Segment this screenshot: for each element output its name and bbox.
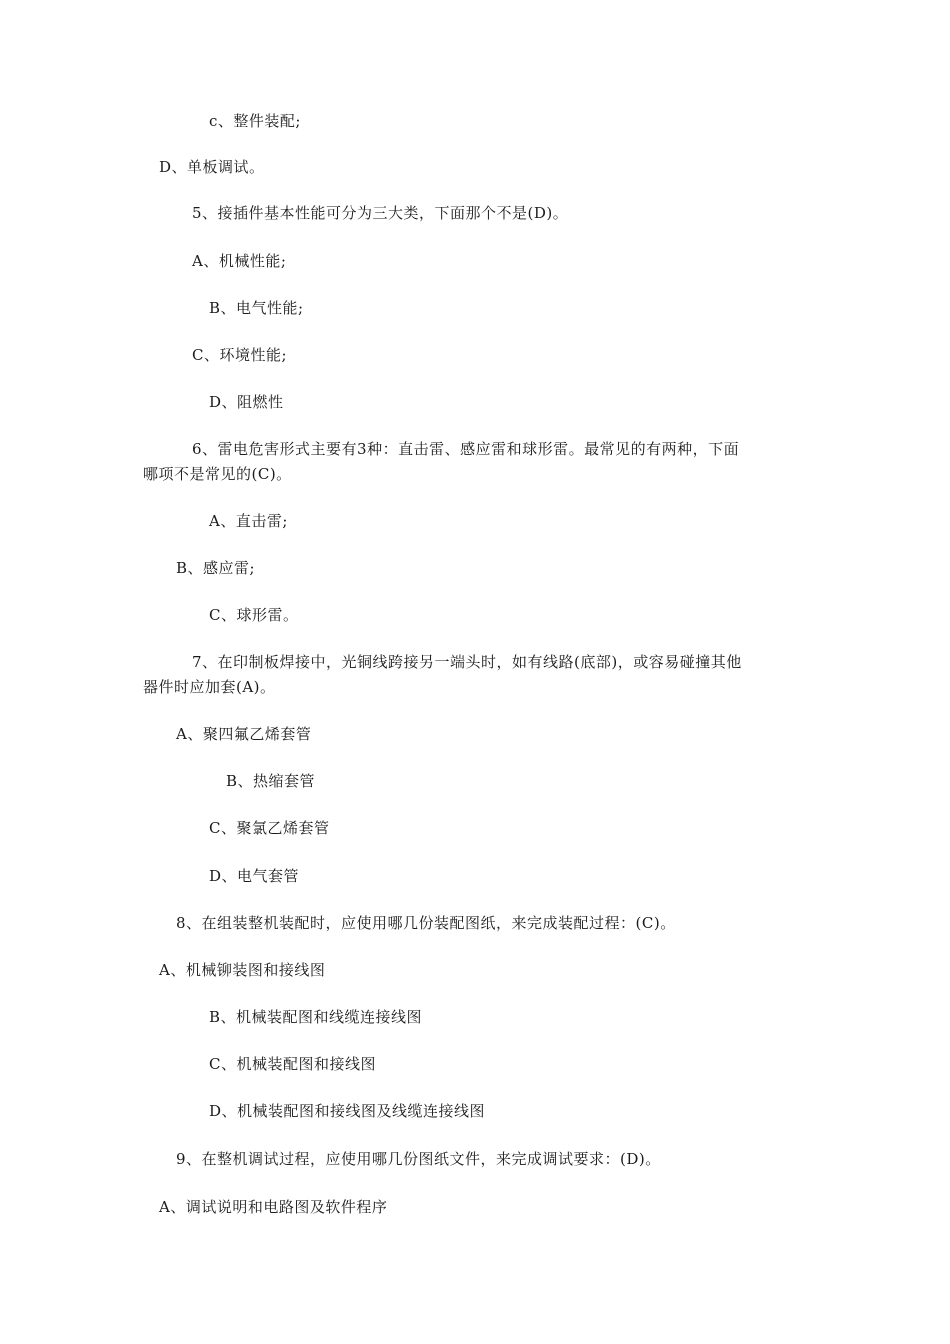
question-7-line-2: 器件时应加套(A)。	[143, 678, 276, 696]
question-6-line-1: 6、雷电危害形式主要有3种：直击雷、感应雷和球形雷。最常见的有两种，下面	[192, 440, 740, 458]
option-line: A、调试说明和电路图及软件程序	[159, 1198, 388, 1216]
question-7-line-1: 7、在印制板焊接中，光铜线跨接另一端头时，如有线路(底部)，或容易碰撞其他	[192, 653, 742, 671]
question-9: 9、在整机调试过程，应使用哪几份图纸文件，来完成调试要求：(D)。	[176, 1150, 661, 1168]
option-line: c、整件装配;	[209, 112, 301, 130]
option-line: D、阻燃性	[209, 393, 284, 411]
option-line: D、单板调试。	[159, 158, 265, 176]
option-line: B、感应雷;	[176, 559, 256, 577]
option-line: B、电气性能;	[209, 299, 304, 317]
option-line: A、机械性能;	[192, 252, 287, 270]
option-line: C、球形雷。	[209, 606, 299, 624]
question-6-line-2: 哪项不是常见的(C)。	[143, 465, 292, 483]
option-line: C、环境性能;	[192, 346, 288, 364]
option-line: B、机械装配图和线缆连接线图	[209, 1008, 423, 1026]
option-line: A、聚四氟乙烯套管	[176, 725, 312, 743]
option-line: A、机械铆装图和接线图	[159, 961, 326, 979]
question-5: 5、接插件基本性能可分为三大类，下面那个不是(D)。	[192, 204, 569, 222]
question-8: 8、在组装整机装配时，应使用哪几份装配图纸，来完成装配过程：(C)。	[176, 914, 676, 932]
option-line: D、电气套管	[209, 867, 300, 885]
option-line: B、热缩套管	[226, 772, 316, 790]
option-line: C、聚氯乙烯套管	[209, 819, 330, 837]
option-line: A、直击雷;	[209, 512, 288, 530]
option-line: C、机械装配图和接线图	[209, 1055, 376, 1073]
option-line: D、机械装配图和接线图及线缆连接线图	[209, 1102, 486, 1120]
